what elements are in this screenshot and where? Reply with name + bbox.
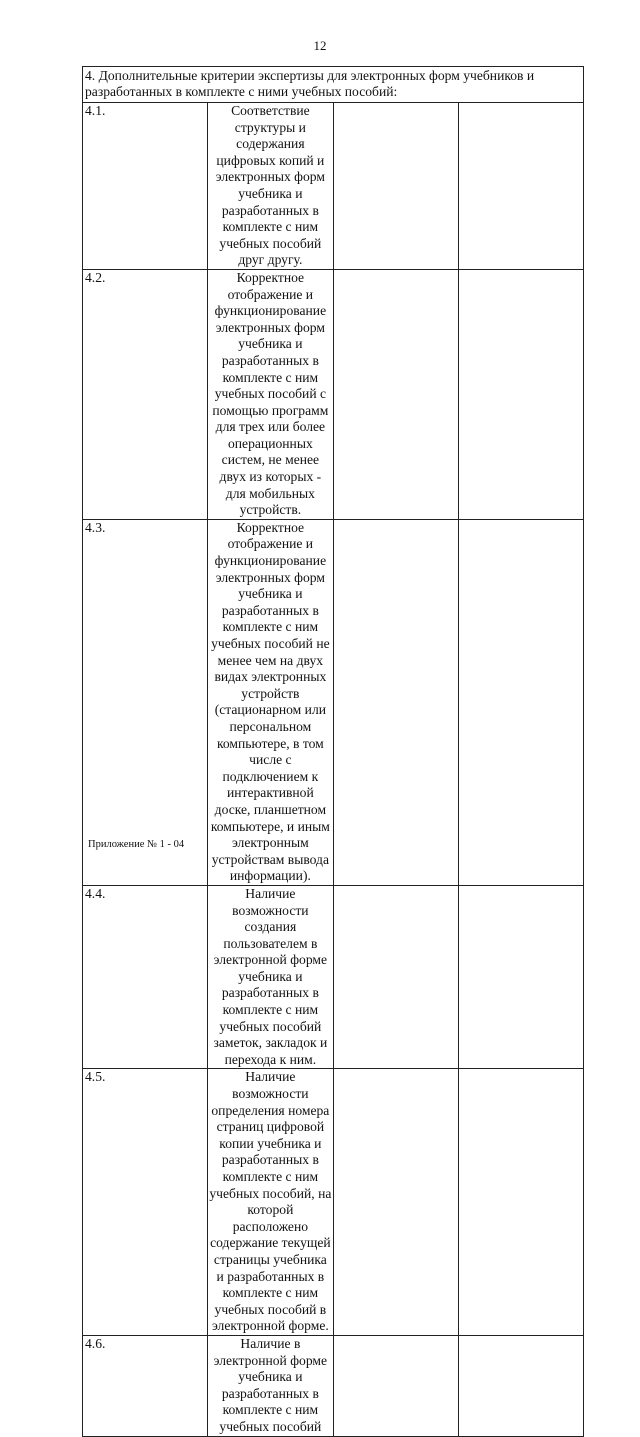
page-number: 12: [313, 38, 327, 53]
table-row: [83, 885, 584, 1069]
criterion-text: Наличие возможности создания пользователем в электронной форме учебника и разработанных в комплекте с ним учебных пособий заметок, закладок и перехода к ним.: [208, 885, 333, 1069]
row-number: 4.1.: [83, 103, 208, 270]
empty-cell: [458, 269, 583, 519]
row-number: 4.5.: [83, 1069, 208, 1336]
row-number: 4.2.: [83, 269, 208, 519]
empty-cell: [333, 885, 458, 1069]
row-number: 4.3.: [83, 519, 208, 885]
empty-cell: [333, 1069, 458, 1336]
section-header: 4. Дополнительные критерии экспертизы для электронных форм учебников и разработанных в комплекте с ними учебных пособий:: [83, 67, 584, 103]
empty-cell: [458, 103, 583, 270]
empty-cell: [458, 1335, 583, 1436]
criteria-table: [82, 66, 584, 1437]
row-number: 4.6.: [83, 1335, 208, 1436]
empty-cell: [458, 885, 583, 1069]
table-row: [83, 519, 584, 885]
empty-cell: [333, 519, 458, 885]
criterion-text: Наличие в электронной форме учебника и разработанных в комплекте с ним учебных пособий: [208, 1335, 333, 1436]
section-header-row: [83, 67, 584, 103]
page-footer: Приложение № 1 - 04: [88, 839, 185, 850]
table-row: [83, 1335, 584, 1436]
row-number: 4.4.: [83, 885, 208, 1069]
table-row: [83, 103, 584, 270]
empty-cell: [333, 269, 458, 519]
criterion-text: Корректное отображение и функционирование электронных форм учебника и разработанных в комплекте с ним учебных пособий не менее чем на двух видах электронных устройств (стационарном или персональном компьютере, в том числе с подключением к интерактивной доске, планшетном компьютере, и иным электронным устройствам вывода информации).: [208, 519, 333, 885]
criterion-text: Соответствие структуры и содержания цифровых копий и электронных форм учебника и разработанных в комплекте с ним учебных пособий друг другу.: [208, 103, 333, 270]
empty-cell: [458, 1069, 583, 1336]
criterion-text: Наличие возможности определения номера страниц цифровой копии учебника и разработанных в комплекте с ним учебных пособий, на которой расположено содержание текущей страницы учебника и разработанных в комплекте с ним учебных пособий в электронной форме.: [208, 1069, 333, 1336]
empty-cell: [333, 103, 458, 270]
empty-cell: [333, 1335, 458, 1436]
criterion-text: Корректное отображение и функционирование электронных форм учебника и разработанных в комплекте с ним учебных пособий с помощью программ для трех или более операционных систем, не менее двух из которых - для мобильных устройств.: [208, 269, 333, 519]
table-row: [83, 1069, 584, 1336]
table-row: [83, 269, 584, 519]
empty-cell: [458, 519, 583, 885]
